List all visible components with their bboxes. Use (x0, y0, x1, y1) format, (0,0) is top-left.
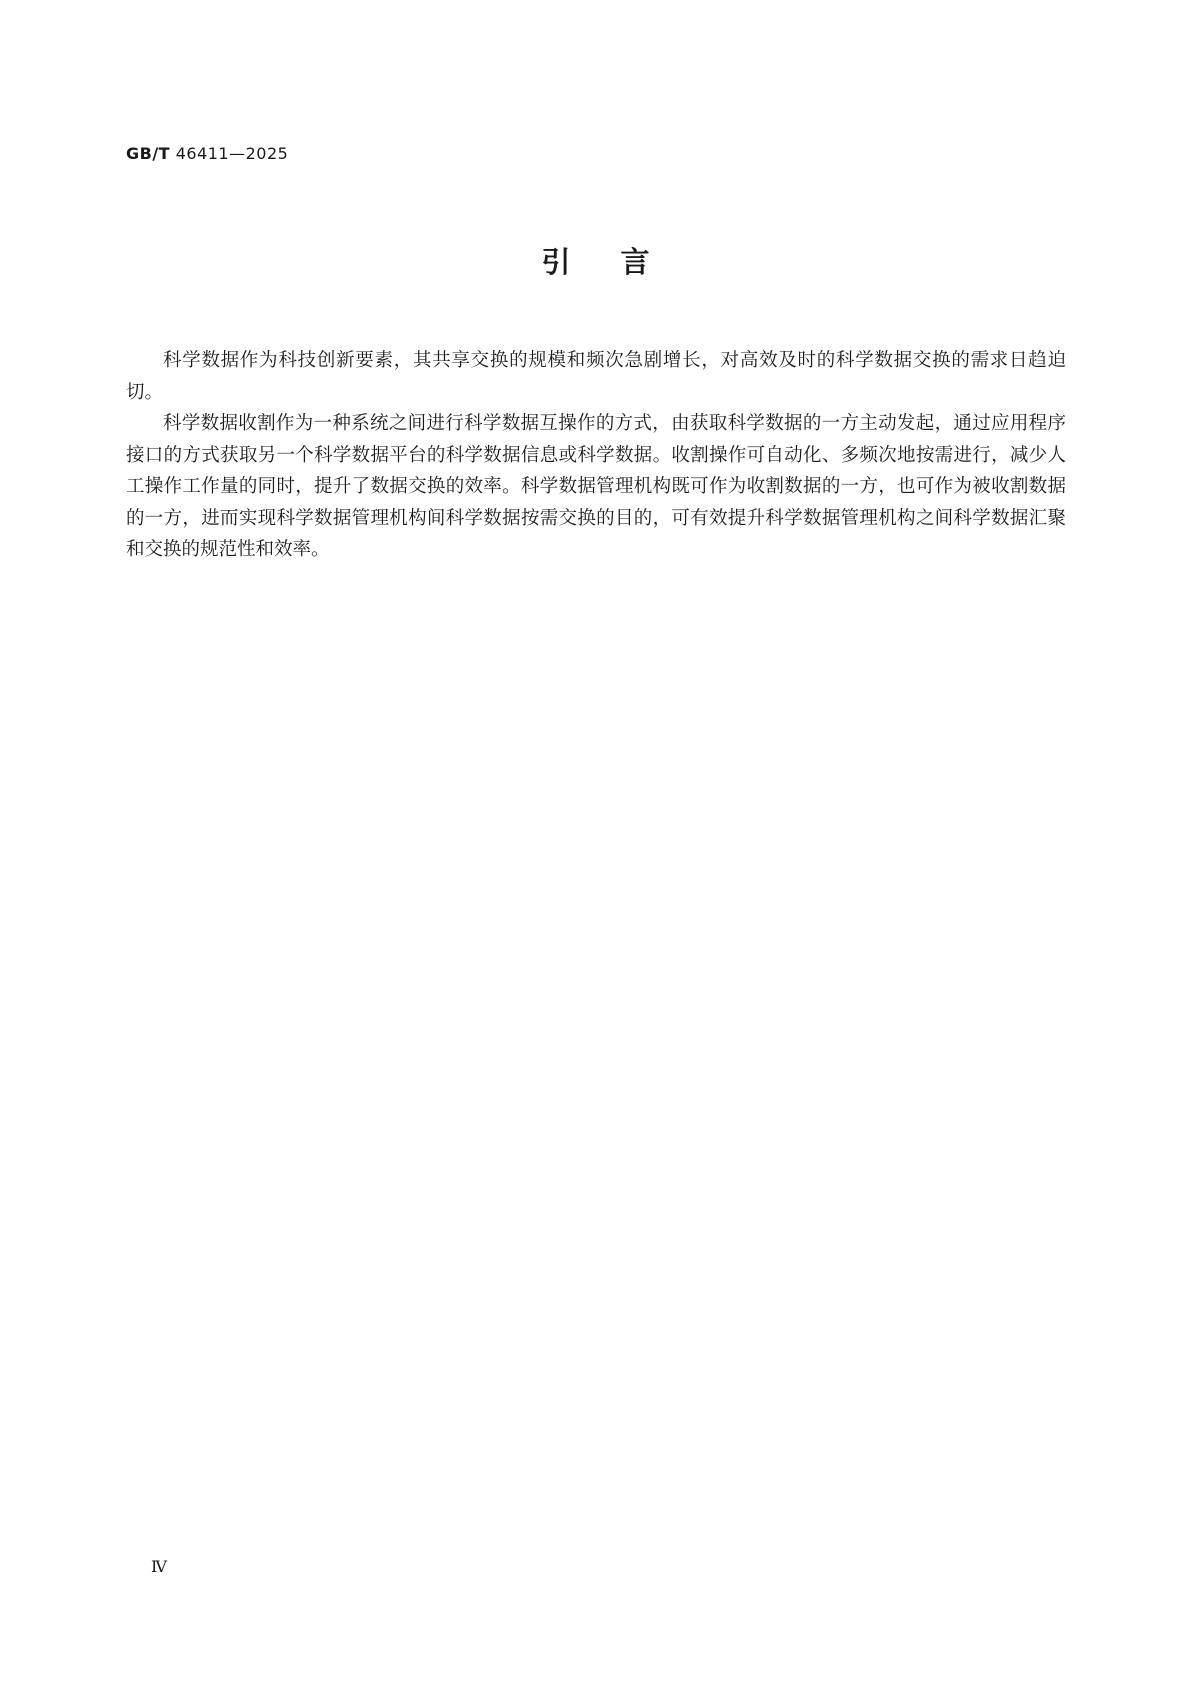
standard-code: GB/T (126, 144, 171, 163)
paragraph-2: 科学数据收割作为一种系统之间进行科学数据互操作的方式，由获取科学数据的一方主动发起，通过应用程序接口的方式获取另一个科学数据平台的科学数据信息或科学数据。收割操作可自动化、多频次地按需进行，减少人工操作工作量的同时，提升了数据交换的效率。科学数据管理机构既可作为收割数据的一方，也可作为被收割数据的一方，进而实现科学数据管理机构间科学数据按需交换的目的，可有效提升科学数据管理机构之间科学数据汇聚和交换的规范性和效率。 (126, 413, 1066, 560)
section-title: 引言 (541, 245, 700, 279)
standard-number: 46411—2025 (175, 144, 289, 163)
body-text (126, 345, 1066, 566)
page-number: Ⅳ (151, 1557, 167, 1576)
paragraph-1: 科学数据作为科技创新要素，其共享交换的规模和频次急剧增长，对高效及时的科学数据交换的需求日趋迫切。 (126, 350, 1066, 403)
document-header (126, 144, 288, 163)
